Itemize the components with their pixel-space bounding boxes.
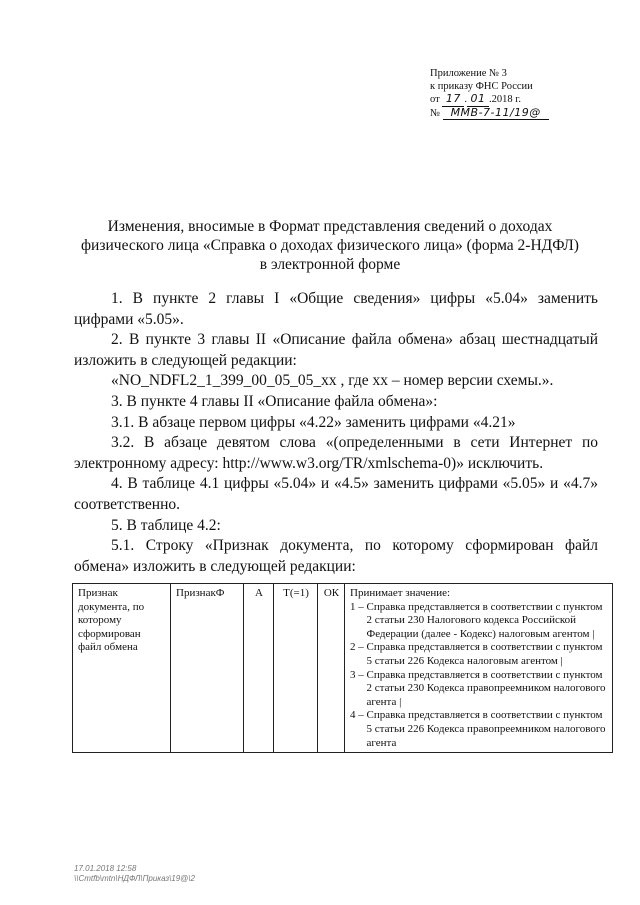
appendix-stamp [430,68,600,120]
order-label: к приказу ФНС России [430,80,533,92]
paragraph-2: 2. В пункте 3 главы II «Описание файла обмена» абзац шестнадцатый изложить в следующей редакции: [74,331,598,369]
paragraph-1: 1. В пункте 2 главы I «Общие сведения» цифры «5.04» заменить цифрами «5.05». [74,290,598,328]
value-option: 4 – Справка представляется в соответствии с пунктом 5 статьи 226 Кодекса правопреемником налогового агента [350,709,606,749]
cell-required: ОК [318,584,345,753]
order-month: 01 [467,93,489,107]
order-number-value: ММВ-7-11/19@ [443,107,549,121]
spec-table [72,583,613,753]
footer-path: \\Cmtfb\mtn\НДФЛ\Приказ\19@\2 [74,874,195,883]
paragraph-3: «NO_NDFL2_1_399_00_05_05_xx , где xx – номер версии схемы.». [111,372,554,390]
document-title: Изменения, вносимые в Формат представления сведений о доходах физического лица «Справка о доходах физического лица» (форма 2-НДФЛ) в электронной форме [81,218,579,273]
table-row [73,584,613,753]
order-year: 2018 [491,94,513,105]
paragraph-7: 4. В таблице 4.1 цифры «5.04» и «4.5» заменить цифрами «5.05» и «4.7» соответственно. [74,475,598,513]
cell-element-code: ПризнакФ [171,584,244,753]
file-footer [74,864,195,884]
values-intro: Принимает значение: [350,587,451,599]
footer-timestamp: 17.01.2018 12:58 [74,864,137,873]
value-option: 2 – Справка представляется в соответствии с пунктом 5 статьи 226 Кодекса налоговым агентом | [350,641,603,667]
order-number: № ММВ-7-11/19@ [430,107,600,121]
cell-element-type: А [244,584,274,753]
cell-values [345,584,613,753]
cell-element-name: Признак документа, по которому сформирован файл обмена [73,584,171,753]
paragraph-6: 3.2. В абзаце девятом слова «(определенными в сети Интернет по электронному адресу: http://www.w3.org/TR/xmlschema-0)» исключить. [74,434,598,472]
order-date: от 17 . 01 .2018 г. [430,92,521,105]
document-body [74,289,598,577]
order-day: 17 [442,93,464,107]
paragraph-4: 3. В пункте 4 главы II «Описание файла обмена»: [111,392,438,410]
cell-element-format: Т(=1) [274,584,318,753]
value-option: 1 – Справка представляется в соответствии с пунктом 2 статьи 230 Налогового кодекса Российской Федерации (далее - Кодекс) налоговым агентом | [350,600,603,640]
paragraph-5: 3.1. В абзаце первом цифры «4.22» заменить цифрами «4.21» [111,413,516,431]
value-option: 3 – Справка представляется в соответствии с пунктом 2 статьи 230 Кодекса правопреемником налогового агента | [350,668,606,708]
appendix-label: Приложение № 3 [430,68,507,79]
paragraph-9: 5.1. Строку «Признак документа, по которому сформирован файл обмена» изложить в следующей редакции: [74,537,598,575]
paragraph-8: 5. В таблице 4.2: [111,516,221,534]
